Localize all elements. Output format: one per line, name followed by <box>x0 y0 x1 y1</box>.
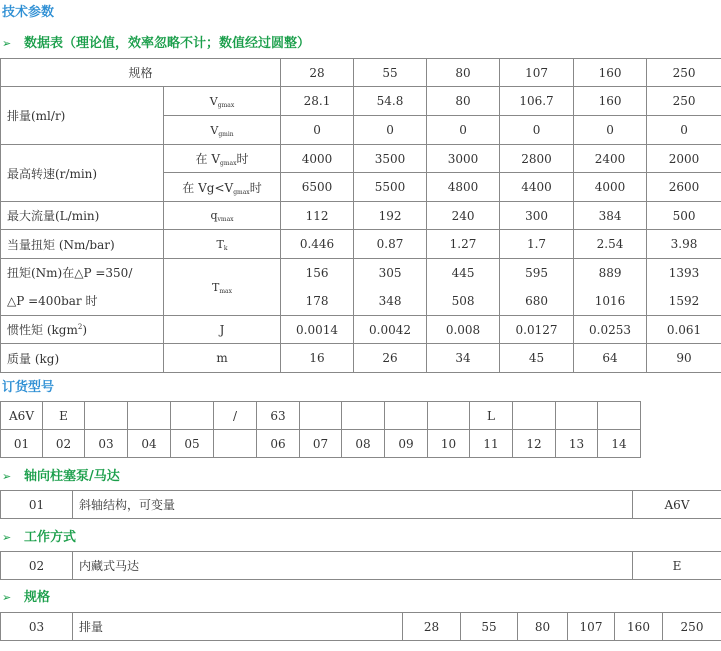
table-cell: 54.8 <box>354 87 427 116</box>
order-position-cell: 10 <box>428 430 470 458</box>
order-position-cell: 03 <box>85 430 128 458</box>
page-title: 技术参数 <box>2 5 55 20</box>
order-code-cell: L <box>470 402 513 430</box>
symbol-m: m <box>164 344 281 373</box>
row-label-equivalent-torque: 当量扭矩 (Nm/bar) <box>1 230 164 259</box>
table-cell: 384 <box>574 202 647 230</box>
table-row <box>1 202 721 230</box>
pump-code: 01 <box>1 491 73 519</box>
table-header-row <box>1 59 721 87</box>
row-label-max-speed: 最高转速(r/min) <box>1 145 164 202</box>
table-cell: 445 508 <box>427 259 500 316</box>
table-cell: 0 <box>574 116 647 145</box>
table-cell: 0.0127 <box>500 316 574 344</box>
table-cell: 0 <box>647 116 721 145</box>
table-cell: 45 <box>500 344 574 373</box>
table-cell: 240 <box>427 202 500 230</box>
order-position-cell: 13 <box>556 430 598 458</box>
row-label-max-flow: 最大流量(L/min) <box>1 202 164 230</box>
symbol-speed-1: 在 $V_{gmax}$时 <box>164 145 281 173</box>
size-value: 107 <box>568 613 615 641</box>
table-cell: 26 <box>354 344 427 373</box>
table-row <box>1 344 721 373</box>
pump-table <box>0 490 721 519</box>
table-cell: 0 <box>500 116 574 145</box>
table-cell: 0.87 <box>354 230 427 259</box>
order-code-cell: 63 <box>257 402 300 430</box>
size-value: 28 <box>403 613 461 641</box>
header-label: 规格 <box>1 59 281 87</box>
pump-value: A6V <box>633 491 721 519</box>
size-value: 80 <box>518 613 568 641</box>
table-cell: 595 680 <box>500 259 574 316</box>
table-cell: 4000 <box>574 173 647 202</box>
section-heading-pump <box>2 465 120 484</box>
order-code-title: 订货型号 <box>2 380 55 395</box>
row-label-mass: 质量 (kg) <box>1 344 164 373</box>
order-code-cell <box>598 402 641 430</box>
table-cell: 0 <box>354 116 427 145</box>
table-cell: 500 <box>647 202 721 230</box>
table-cell: 5500 <box>354 173 427 202</box>
order-position-cell: 07 <box>300 430 342 458</box>
table-cell: 112 <box>281 202 354 230</box>
symbol-tk: $T_k$ <box>164 230 281 259</box>
section-heading-size <box>2 586 50 605</box>
mode-heading-text: 工作方式 <box>24 530 77 545</box>
table-cell: 305 348 <box>354 259 427 316</box>
order-code-cell <box>513 402 556 430</box>
section-heading-datasheet <box>2 32 310 51</box>
datasheet-heading-text: 数据表（理论值，效率忽略不计；数值经过圆整） <box>24 36 311 51</box>
order-code-cell: / <box>214 402 257 430</box>
table-cell: 2400 <box>574 145 647 173</box>
table-cell: 889 1016 <box>574 259 647 316</box>
order-code-cell <box>171 402 214 430</box>
symbol-vgmin: $V_{gmin}$ <box>164 116 281 145</box>
order-position-cell: 09 <box>385 430 428 458</box>
table-cell: 0.446 <box>281 230 354 259</box>
table-row <box>1 613 721 641</box>
size-heading-text: 规格 <box>24 590 51 605</box>
table-cell: 3500 <box>354 145 427 173</box>
arrow-icon: ➢ <box>2 591 12 604</box>
table-cell: 0.008 <box>427 316 500 344</box>
table-cell: 0.0253 <box>574 316 647 344</box>
order-position-cell: 04 <box>128 430 171 458</box>
size-header: 160 <box>574 59 647 87</box>
arrow-icon: ➢ <box>2 37 12 50</box>
table-cell: 28.1 <box>281 87 354 116</box>
table-row <box>1 87 721 116</box>
table-cell: 2000 <box>647 145 721 173</box>
table-cell: 4800 <box>427 173 500 202</box>
order-code-cell <box>85 402 128 430</box>
symbol-vgmax: $V_{gmax}$ <box>164 87 281 116</box>
order-code-row <box>1 402 641 430</box>
table-cell: 106.7 <box>500 87 574 116</box>
datasheet-table <box>0 58 721 373</box>
symbol-j: J <box>164 316 281 344</box>
table-cell: 0.061 <box>647 316 721 344</box>
table-cell: 2800 <box>500 145 574 173</box>
table-cell: 0 <box>427 116 500 145</box>
size-value: 250 <box>663 613 721 641</box>
table-cell: 156 178 <box>281 259 354 316</box>
arrow-icon: ➢ <box>2 531 12 544</box>
order-code-cell <box>300 402 342 430</box>
table-cell: 64 <box>574 344 647 373</box>
table-cell: 1393 1592 <box>647 259 721 316</box>
order-position-cell: 12 <box>513 430 556 458</box>
order-code-cell <box>428 402 470 430</box>
table-cell: 2600 <box>647 173 721 202</box>
size-header: 107 <box>500 59 574 87</box>
symbol-qvmax: $q_{vmax}$ <box>164 202 281 230</box>
table-cell: 80 <box>427 87 500 116</box>
order-code-table <box>0 401 641 458</box>
table-cell: 6500 <box>281 173 354 202</box>
table-row <box>1 316 721 344</box>
order-code-cell <box>342 402 385 430</box>
table-cell: 90 <box>647 344 721 373</box>
symbol-tmax: $T_{max}$ <box>164 259 281 316</box>
table-cell: 16 <box>281 344 354 373</box>
table-cell: 192 <box>354 202 427 230</box>
table-cell: 4000 <box>281 145 354 173</box>
order-position-cell: 01 <box>1 430 43 458</box>
table-cell: 160 <box>574 87 647 116</box>
row-label-inertia: 惯性矩 (kgm$^2$) <box>1 316 164 344</box>
size-desc: 排量 <box>73 613 403 641</box>
size-header: 28 <box>281 59 354 87</box>
table-row <box>1 552 721 580</box>
table-cell: 300 <box>500 202 574 230</box>
arrow-icon: ➢ <box>2 470 12 483</box>
order-position-cell: 08 <box>342 430 385 458</box>
order-code-cell: E <box>43 402 85 430</box>
mode-value: E <box>633 552 721 580</box>
pump-desc: 斜轴结构，可变量 <box>73 491 633 519</box>
order-position-cell: 06 <box>257 430 300 458</box>
order-code-cell <box>128 402 171 430</box>
mode-table <box>0 551 721 580</box>
order-position-cell: 02 <box>43 430 85 458</box>
table-cell: 0.0014 <box>281 316 354 344</box>
size-table <box>0 612 721 641</box>
table-cell: 2.54 <box>574 230 647 259</box>
table-cell: 0 <box>281 116 354 145</box>
mode-desc: 内藏式马达 <box>73 552 633 580</box>
order-position-cell: 05 <box>171 430 214 458</box>
table-cell: 34 <box>427 344 500 373</box>
table-cell: 3000 <box>427 145 500 173</box>
row-label-displacement: 排量(ml/r) <box>1 87 164 145</box>
size-header: 55 <box>354 59 427 87</box>
max-torque-label-line1: 扭矩(Nm)在△P =350/ <box>7 266 133 280</box>
table-cell: 1.7 <box>500 230 574 259</box>
order-code-cell <box>556 402 598 430</box>
order-position-row <box>1 430 641 458</box>
size-header: 80 <box>427 59 500 87</box>
mode-code: 02 <box>1 552 73 580</box>
row-label-max-torque <box>1 259 164 316</box>
table-row <box>1 230 721 259</box>
table-cell: 4400 <box>500 173 574 202</box>
table-cell: 1.27 <box>427 230 500 259</box>
table-cell: 3.98 <box>647 230 721 259</box>
order-code-cell: A6V <box>1 402 43 430</box>
table-cell: 0.0042 <box>354 316 427 344</box>
table-cell: 250 <box>647 87 721 116</box>
max-torque-label-line2: △P =400bar 时 <box>7 294 98 308</box>
table-row <box>1 491 721 519</box>
order-position-cell <box>214 430 257 458</box>
size-value: 55 <box>461 613 518 641</box>
order-code-cell <box>385 402 428 430</box>
size-value: 160 <box>615 613 663 641</box>
size-header: 250 <box>647 59 721 87</box>
table-row <box>1 259 721 316</box>
order-position-cell: 14 <box>598 430 641 458</box>
symbol-speed-2: 在 $Vg<V_{gmax}$时 <box>164 173 281 202</box>
order-position-cell: 11 <box>470 430 513 458</box>
section-heading-mode <box>2 526 76 545</box>
size-code: 03 <box>1 613 73 641</box>
pump-heading-text: 轴向柱塞泵/马达 <box>24 469 120 484</box>
table-row <box>1 145 721 173</box>
